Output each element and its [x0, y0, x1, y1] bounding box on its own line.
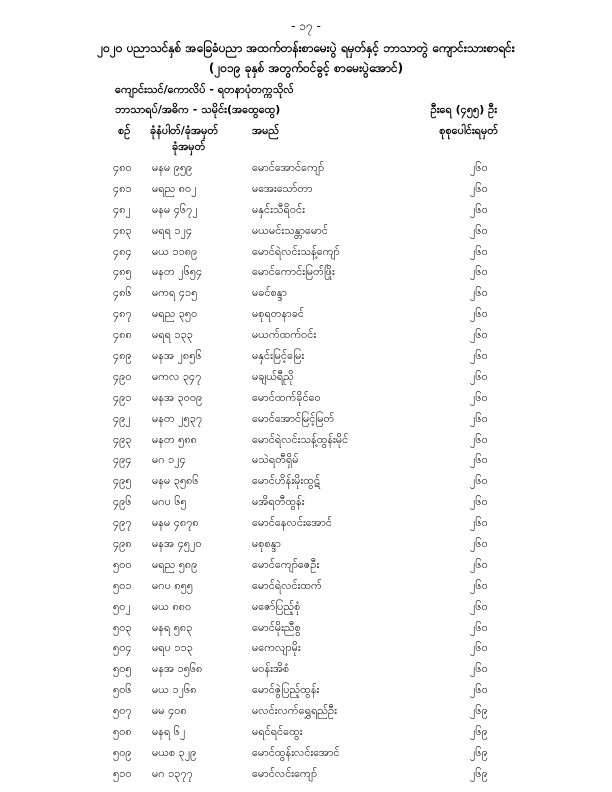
row-serial: ၄၉၀	[113, 369, 132, 383]
row-name: မခင်စန္ဒာ	[252, 286, 287, 300]
row-name: မချယ်ရီညို	[252, 369, 294, 383]
row-seat-number: မရရ ၁၂၄	[152, 223, 193, 237]
row-seat-number: မနအ ၂၈၅၆	[152, 349, 202, 363]
table-row	[0, 471, 612, 492]
row-total-marks: ၂၆၀	[470, 390, 488, 404]
table-row	[0, 430, 612, 451]
row-total-marks: ၂၆၀	[470, 453, 488, 467]
row-serial: ၄၈၀	[113, 161, 132, 174]
row-name: မောင်လင်းကျော်	[252, 766, 318, 780]
row-seat-number: မရည ၃၅၀	[152, 307, 198, 321]
row-serial: ၄၉၈	[113, 537, 132, 551]
header-serial: စဉ်	[118, 124, 131, 137]
row-name: မောင်ရဲလင်းထက်	[252, 578, 322, 592]
table-row	[0, 242, 612, 263]
row-seat-number: မကရ ၄၁၅	[152, 286, 198, 300]
row-name: မောင်ကောင်းမြတ်ဖြိုး	[252, 265, 335, 279]
results-table	[0, 158, 612, 785]
table-row	[0, 555, 612, 576]
subject-label: ဘာသာရပ်/အဓိက - သမိုင်း(အထွေထွေ)	[115, 103, 281, 116]
row-seat-number: မရည ၈၀၂	[152, 181, 197, 195]
row-serial: ၄၈၅	[113, 265, 132, 279]
row-name: မအေးသော်တာ	[252, 181, 313, 195]
document-title: ၂၀၂၀ ပညာသင်နှစ် အခြေခံပညာ အထက်တန်းစာမေးပွဲ ရမှတ်နှင့် ဘာသာတွဲ ကျောင်းသားစာရင်း	[97, 41, 515, 55]
row-name: မောင်နေလင်းအောင်	[252, 516, 333, 530]
row-name: မနှင်းမြင့်မြေး	[252, 349, 305, 363]
row-serial: ၄၈၁	[113, 181, 132, 195]
row-serial: ၄၈၆	[113, 286, 132, 300]
row-name: မကေလျာမိုး	[252, 641, 301, 655]
table-row	[0, 304, 612, 325]
row-total-marks: ၂၆၀	[470, 516, 488, 530]
row-seat-number: မဂပ ၈၅၅	[152, 578, 193, 592]
row-seat-number: မဂ ၁၃၇၇	[152, 766, 193, 780]
table-row	[0, 179, 612, 200]
row-total-marks: ၂၆၀	[470, 641, 488, 655]
table-row	[0, 534, 612, 555]
row-name: မသဲရတီရှိမ်	[252, 453, 299, 467]
row-serial: ၄၈၇	[113, 307, 132, 321]
row-name: မောင်ထက်ခိုင်ဝေ	[252, 390, 321, 404]
row-name: မနှင်းသီရိဝင်း	[252, 202, 305, 216]
row-seat-number: မနအ ၄၅၂၀	[152, 537, 202, 551]
row-total-marks: ၂၆၀	[470, 161, 488, 174]
row-total-marks: ၂၆၀	[470, 328, 488, 342]
row-total-marks: ၂၆၀	[470, 432, 488, 446]
row-serial: ၄၉၂	[113, 411, 131, 425]
row-total-marks: ၂၆၉	[470, 725, 488, 739]
table-row	[0, 450, 612, 471]
row-seat-number: မယ ၈၈၀	[152, 599, 192, 613]
table-row	[0, 346, 612, 367]
table-row	[0, 221, 612, 242]
row-serial: ၄၉၃	[113, 432, 132, 446]
row-total-marks: ၂၆၀	[470, 349, 488, 363]
row-total-marks: ၂၆၀	[470, 202, 488, 216]
row-serial: ၅၀၃	[113, 620, 132, 634]
row-total-marks: ၂၆၀	[470, 223, 488, 237]
row-serial: ၅၀၉	[113, 745, 132, 759]
table-row	[0, 618, 612, 639]
header-seat-number: ခုံနံပါတ်/ခုံအမှတ်	[150, 124, 219, 137]
row-seat-number: မကလ ၃၄၇	[152, 369, 202, 383]
row-seat-number: မယ ၁၂၆၈	[152, 683, 197, 697]
document-subtitle: (၂၀၁၉ ခုနှစ် အတွက်ဝင်ခွင့် စာမေးပွဲအောင်)	[208, 61, 404, 75]
table-row	[0, 200, 612, 221]
row-total-marks: ၂၆၀	[470, 578, 488, 592]
row-serial: ၄၈၃	[113, 223, 132, 237]
row-serial: ၄၉၄	[113, 453, 132, 467]
row-seat-number: မနရ ၅၈၃	[152, 620, 193, 634]
table-row	[0, 764, 612, 785]
table-row	[0, 158, 612, 179]
row-total-marks: ၂၆၀	[470, 286, 488, 300]
row-seat-number: မယ ၁၁၈၉	[152, 244, 198, 258]
table-row	[0, 283, 612, 304]
row-serial: ၄၉၆	[113, 495, 132, 509]
table-row	[0, 743, 612, 764]
row-seat-number: မနတ ၂၅၃၇	[152, 411, 203, 425]
row-serial: ၄၈၈	[113, 328, 132, 342]
row-serial: ၅၀၂	[113, 599, 131, 613]
row-seat-number: မရရ ၁၃၃	[152, 328, 193, 342]
row-seat-number: မနမ ၄၆၇၂	[152, 202, 198, 216]
row-name: မောင်ဟိန်းမိုးထွဋ်	[252, 474, 320, 488]
row-seat-number: မယစ ၃၂၉	[152, 745, 197, 759]
row-serial: ၅၀၅	[113, 662, 132, 676]
row-name: မောင်မိုးညီစွ	[252, 620, 301, 634]
row-seat-number: မရည ၅၈၉	[152, 557, 198, 571]
total-count: ဦးရေ (၄၅၅) ဦး	[430, 103, 497, 116]
row-total-marks: ၂၆၀	[470, 474, 488, 488]
table-row	[0, 367, 612, 388]
row-serial: ၅၀၆	[113, 683, 132, 697]
row-serial: ၅၀၀	[113, 557, 132, 571]
row-serial: ၄၉၅	[113, 474, 132, 488]
table-row	[0, 701, 612, 722]
row-name: မစုရတနာခင်	[252, 307, 305, 321]
row-total-marks: ၂၆၀	[470, 181, 488, 195]
row-name: မောင်ရဲလင်းသန့်ထွန်းမိုင်	[252, 432, 349, 446]
table-row	[0, 722, 612, 743]
row-total-marks: ၂၆၀	[470, 495, 488, 509]
row-name: မောင်ကျော်ဇေဦး	[252, 557, 320, 571]
row-name: မစုစန္ဒာ	[252, 537, 281, 551]
row-serial: ၄၈၉	[113, 349, 132, 363]
row-total-marks: ၂၆၀	[470, 557, 488, 571]
table-row	[0, 680, 612, 701]
row-seat-number: မနရ ၆၂	[152, 725, 186, 739]
row-name: မောင်အောင်မြင့်မြတ်	[252, 411, 335, 425]
row-serial: ၅၀၈	[113, 725, 132, 739]
row-serial: ၅၀၇	[113, 704, 132, 718]
table-row	[0, 638, 612, 659]
row-serial: ၅၁၀	[113, 766, 132, 780]
row-name: မလင်းလက်ရွှေရည်ဦး	[252, 704, 337, 718]
row-seat-number: မနမ ၉၅၉	[152, 161, 193, 174]
table-row	[0, 388, 612, 409]
table-row	[0, 659, 612, 680]
row-serial: ၄၈၂	[113, 202, 131, 216]
table-row	[0, 262, 612, 283]
table-row	[0, 513, 612, 534]
row-name: မယမင်းသန္တာမောင်	[252, 223, 328, 237]
row-serial: ၄၉၇	[113, 516, 132, 530]
row-serial: ၄၉၁	[113, 390, 132, 404]
row-name: မောင်ဇွဲပြည့်ထွန်း	[252, 683, 320, 697]
row-seat-number: မနမ ၄၈၇၈	[152, 516, 199, 530]
row-total-marks: ၂၆၀	[470, 244, 488, 258]
row-total-marks: ၂၆၀	[470, 683, 488, 697]
row-total-marks: ၂၆၀	[470, 307, 488, 321]
row-seat-number: မဂ ၁၂၄	[152, 453, 186, 467]
row-seat-number: မနမ ၃၅၈၆	[152, 474, 199, 488]
row-name: မရင်ရင်ထွေး	[252, 725, 303, 739]
row-total-marks: ၂၆၉	[470, 766, 488, 780]
row-name: မောင်ရဲလင်းသန့်ကျော်	[252, 244, 340, 258]
university-label: ကျောင်းသင်/ကောလိပ် - ရတနာပုံတက္ကသိုလ်	[115, 83, 294, 96]
row-seat-number: မနတ ၅၈၈	[152, 432, 197, 446]
row-serial: ၅၀၁	[113, 578, 132, 592]
row-total-marks: ၂၆၀	[470, 411, 488, 425]
row-name: မအိရတီထွန်း	[252, 495, 305, 509]
row-total-marks: ၂၆၀	[470, 599, 488, 613]
row-total-marks: ၂၆၀	[470, 265, 488, 279]
row-total-marks: ၂၆၀	[470, 662, 488, 676]
row-serial: ၄၈၄	[113, 244, 132, 258]
table-row	[0, 597, 612, 618]
row-total-marks: ၂၆၉	[470, 704, 488, 718]
row-name: မောင်ထွန်းလင်းအောင်	[252, 745, 340, 759]
row-name: မဝန်းအိစံ	[252, 662, 290, 676]
row-total-marks: ၂၆၉	[470, 745, 488, 759]
row-total-marks: ၂၆၀	[470, 369, 488, 383]
table-row	[0, 409, 612, 430]
row-total-marks: ၂၆၀	[470, 537, 488, 551]
row-name: မဇော်ပြည့်စုံ	[252, 599, 301, 613]
row-seat-number: မဂပ ၆၅	[152, 495, 187, 509]
row-name: မောင်အောင်ကျော်	[252, 161, 325, 174]
header-name: အမည်	[252, 124, 280, 137]
row-seat-number: မနအ ၁၅၆၈	[152, 662, 203, 676]
header-seat-number-sub: ခုံအမှတ်	[172, 140, 206, 153]
row-serial: ၅၀၄	[113, 641, 132, 655]
table-row	[0, 576, 612, 597]
row-seat-number: မနအ ၃၀၀၉	[152, 390, 203, 404]
row-name: မယက်ထက်ဝင်း	[252, 328, 317, 342]
header-total-marks: စုစုပေါင်းရမှတ်	[439, 124, 498, 137]
table-row	[0, 492, 612, 513]
page-number: - ၁၇ -	[291, 19, 321, 33]
table-row	[0, 325, 612, 346]
row-seat-number: မရပ ၁၁၃	[152, 641, 193, 655]
row-seat-number: မနတ ၂၆၅၄	[152, 265, 203, 279]
row-seat-number: မမ ၄၀၈	[152, 704, 187, 718]
row-total-marks: ၂၆၀	[470, 620, 488, 634]
